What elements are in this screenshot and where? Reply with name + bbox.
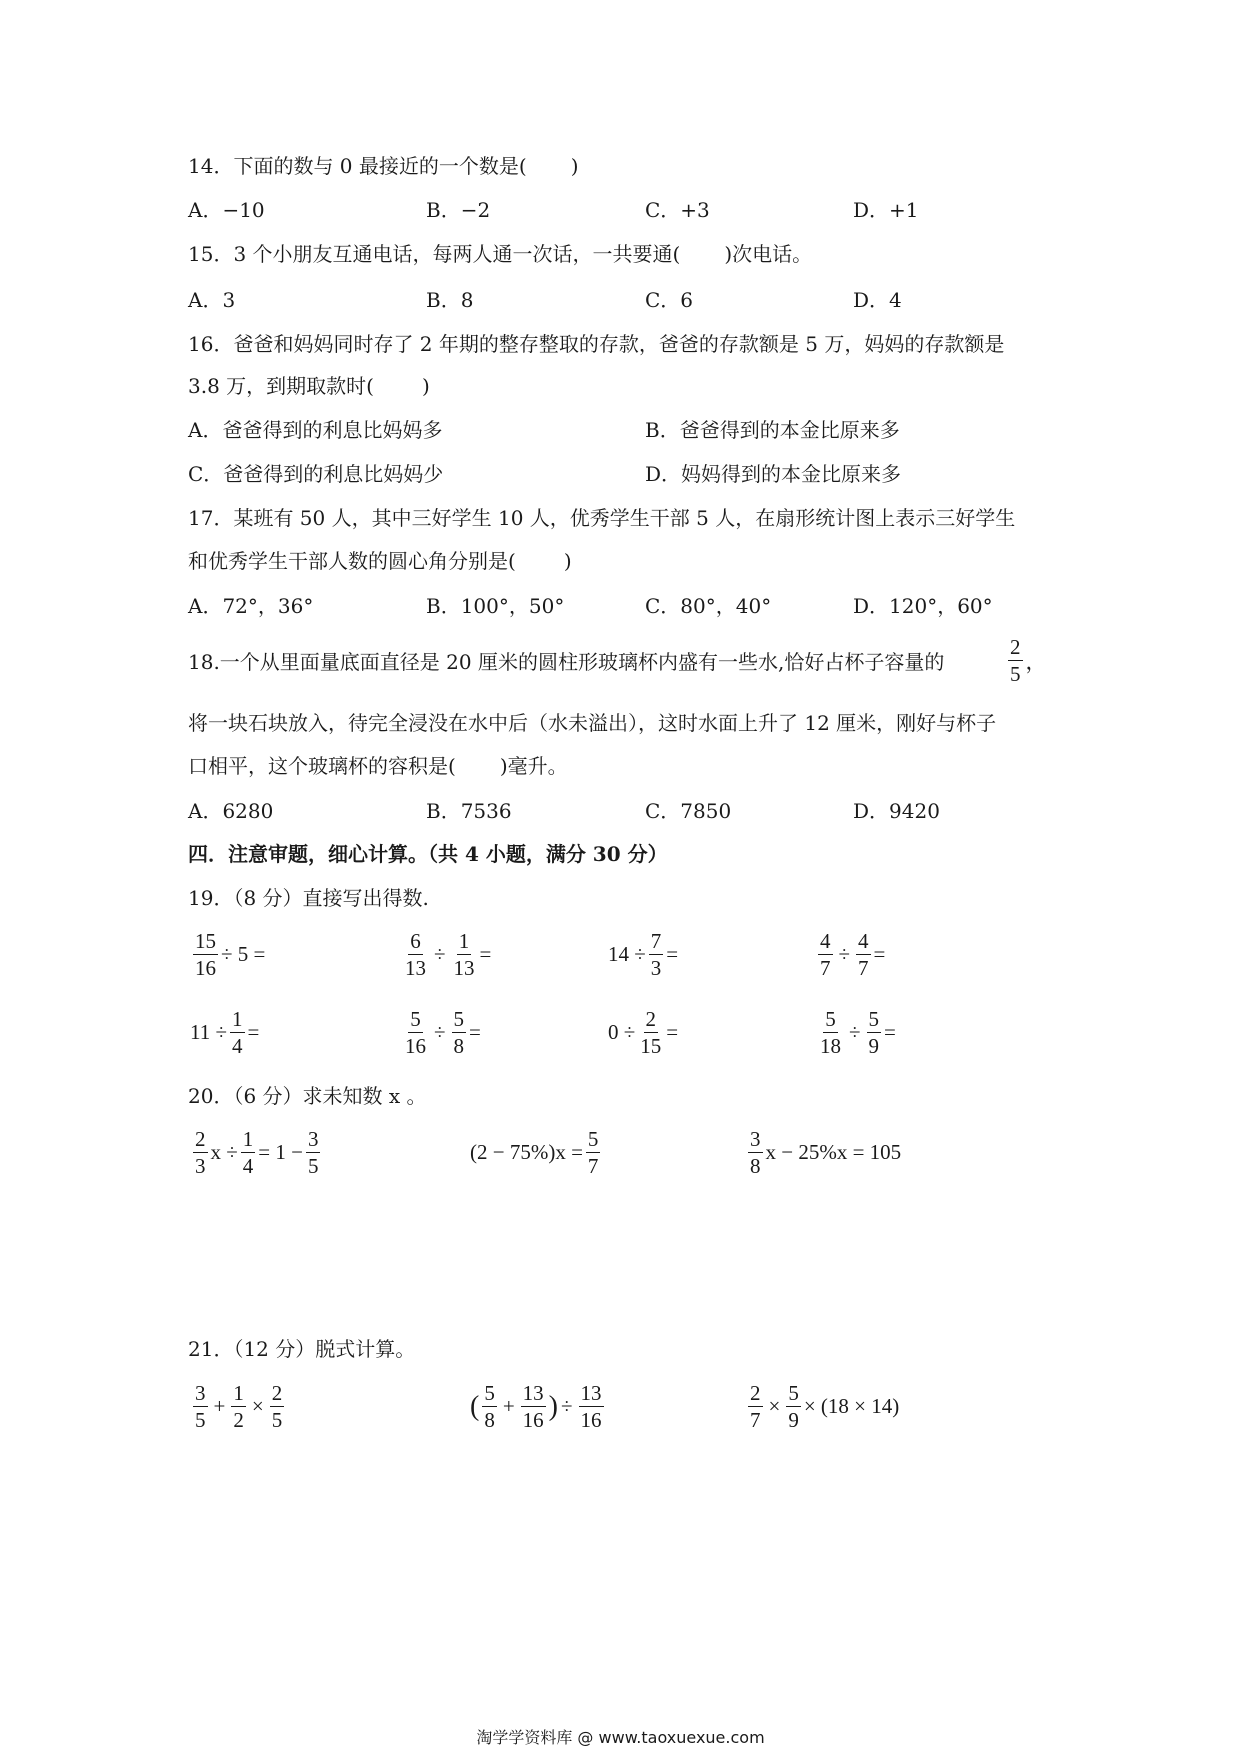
q20-equation-3: $\frac{3}{8}$ x − 25%x = 105 xyxy=(750,1127,902,1179)
q19-expr-5: 11 ÷ $\frac{1}{4}$ = xyxy=(190,1007,260,1059)
section-4-title: 四．注意审题，细心计算。（共 4 小题，满分 30 分） xyxy=(188,842,668,866)
q20-equation-1: $\frac{2}{3}$ x ÷ $\frac{1}{4}$ = 1 − $\frac{3}{5}$ xyxy=(195,1127,319,1179)
q14-option-d: D．+1 xyxy=(853,198,919,222)
q17-option-a: A．72°，36° xyxy=(188,594,314,618)
fraction: $\frac{3}{5}$ xyxy=(195,1381,206,1433)
q17-option-b: B．100°，50° xyxy=(426,594,565,618)
q19-title: 19．（8 分）直接写出得数. xyxy=(188,886,429,910)
q21-expr-1: $\frac{3}{5}$ + $\frac{1}{2}$ × $\frac{2}{5}$ xyxy=(195,1381,283,1433)
q16-option-b: B．爸爸得到的本金比原来多 xyxy=(645,418,900,442)
fraction: $\frac{1}{13}$ xyxy=(453,929,475,981)
fraction: $\frac{4}{7}$ xyxy=(820,929,831,981)
fraction: $\frac{3}{8}$ xyxy=(750,1127,761,1179)
q19-expr-8: $\frac{5}{18}$ ÷ $\frac{5}{9}$ = xyxy=(820,1007,896,1059)
q18-stem-line2: 将一块石块放入，待完全浸没在水中后（水未溢出），这时水面上升了 12 厘米，刚好与杯子 xyxy=(188,711,997,735)
q19-expr-7: 0 ÷ $\frac{2}{15}$ = xyxy=(608,1007,679,1059)
q14-option-c: C．+3 xyxy=(645,198,710,222)
q17-stem-line1: 17．某班有 50 人，其中三好学生 10 人，优秀学生干部 5 人，在扇形统计图上表示三好学生 xyxy=(188,506,1016,530)
q19-expr-1: $\frac{15}{16}$ ÷ 5 = xyxy=(195,929,266,981)
q14-option-b: B．−2 xyxy=(426,198,491,222)
q17-option-d: D．120°，60° xyxy=(853,594,993,618)
fraction: $\frac{4}{7}$ xyxy=(858,929,869,981)
fraction: $\frac{5}{9}$ xyxy=(868,1007,880,1059)
fraction: $\frac{7}{3}$ xyxy=(650,929,662,981)
q18-option-b: B．7536 xyxy=(426,799,512,823)
fraction: $\frac{1}{4}$ xyxy=(242,1127,254,1179)
q19-expr-2: $\frac{6}{13}$ ÷ $\frac{1}{13}$ = xyxy=(405,929,492,981)
fraction: $\frac{2}{5}$ xyxy=(1010,635,1021,687)
q17-option-c: C．80°，40° xyxy=(645,594,772,618)
fraction: $\frac{5}{7}$ xyxy=(587,1127,599,1179)
q18-stem-line3: 口相平，这个玻璃杯的容积是( )毫升。 xyxy=(188,754,568,778)
fraction: $\frac{2}{15}$ xyxy=(640,1007,662,1059)
q19-expr-3: 14 ÷ $\frac{7}{3}$ = xyxy=(608,929,679,981)
q15-option-d: D．4 xyxy=(853,288,902,312)
fraction: $\frac{2}{3}$ xyxy=(195,1127,206,1179)
q21-title: 21．（12 分）脱式计算。 xyxy=(188,1337,416,1361)
q18-stem-line1: 18.一个从里面量底面直径是 20 厘米的圆柱形玻璃杯内盛有一些水,恰好占杯子容量的 xyxy=(188,650,945,674)
fraction: $\frac{5}{18}$ xyxy=(820,1007,841,1059)
q19-expr-4: $\frac{4}{7}$ ÷ $\frac{4}{7}$ = xyxy=(820,929,886,981)
fraction: $\frac{1}{2}$ xyxy=(233,1381,244,1433)
fraction: $\frac{5}{8}$ xyxy=(453,1007,465,1059)
q19-expr-6: $\frac{5}{16}$ ÷ $\frac{5}{8}$ = xyxy=(405,1007,481,1059)
q16-option-d: D．妈妈得到的本金比原来多 xyxy=(645,462,902,486)
fraction: $\frac{6}{13}$ xyxy=(405,929,426,981)
q18-option-c: C．7850 xyxy=(645,799,732,823)
fraction: $\frac{2}{7}$ xyxy=(750,1381,761,1433)
fraction: $\frac{5}{16}$ xyxy=(405,1007,426,1059)
q20-title: 20．（6 分）求未知数 x 。 xyxy=(188,1084,427,1108)
fraction: $\frac{5}{9}$ xyxy=(788,1381,799,1433)
q18-option-a: A．6280 xyxy=(188,799,274,823)
q16-option-c: C．爸爸得到的利息比妈妈少 xyxy=(188,462,444,486)
q16-option-a: A．爸爸得到的利息比妈妈多 xyxy=(188,418,443,442)
q17-stem-line2: 和优秀学生干部人数的圆心角分别是( ) xyxy=(188,549,572,573)
q14-stem: 14．下面的数与 0 最接近的一个数是( ) xyxy=(188,154,579,178)
fraction: $\frac{13}{16}$ xyxy=(580,1381,602,1433)
q16-stem-line1: 16．爸爸和妈妈同时存了 2 年期的整存整取的存款，爸爸的存款额是 5 万，妈妈的存款额是 xyxy=(188,332,1005,356)
q15-option-a: A．3 xyxy=(188,288,236,312)
q21-expr-2: ( $\frac{5}{8}$ + $\frac{13}{16}$ ) ÷ $\frac{13}{16}$ xyxy=(470,1381,602,1433)
footer-watermark: 淘学学资料库 @ www.taoxuexue.com xyxy=(476,1728,765,1747)
fraction: $\frac{5}{8}$ xyxy=(484,1381,495,1433)
q16-stem-line2: 3.8 万，到期取款时( ) xyxy=(188,374,430,398)
q15-option-b: B．8 xyxy=(426,288,474,312)
q20-equation-2: (2 − 75%)x = $\frac{5}{7}$ xyxy=(470,1127,599,1179)
fraction: $\frac{1}{4}$ xyxy=(232,1007,243,1059)
fraction: $\frac{13}{16}$ xyxy=(522,1381,544,1433)
q15-stem: 15．3 个小朋友互通电话，每两人通一次话，一共要通( )次电话。 xyxy=(188,242,813,266)
q18-option-d: D．9420 xyxy=(853,799,940,823)
q14-option-a: A．−10 xyxy=(188,198,265,222)
q15-option-c: C．6 xyxy=(645,288,694,312)
fraction: $\frac{2}{5}$ xyxy=(271,1381,283,1433)
q18-fraction: $\frac{2}{5}$ ， xyxy=(1010,635,1047,687)
fraction: $\frac{15}{16}$ xyxy=(195,929,216,981)
fraction: $\frac{3}{5}$ xyxy=(307,1127,319,1179)
q21-expr-3: $\frac{2}{7}$ × $\frac{5}{9}$ × (18 × 14) xyxy=(750,1381,900,1433)
